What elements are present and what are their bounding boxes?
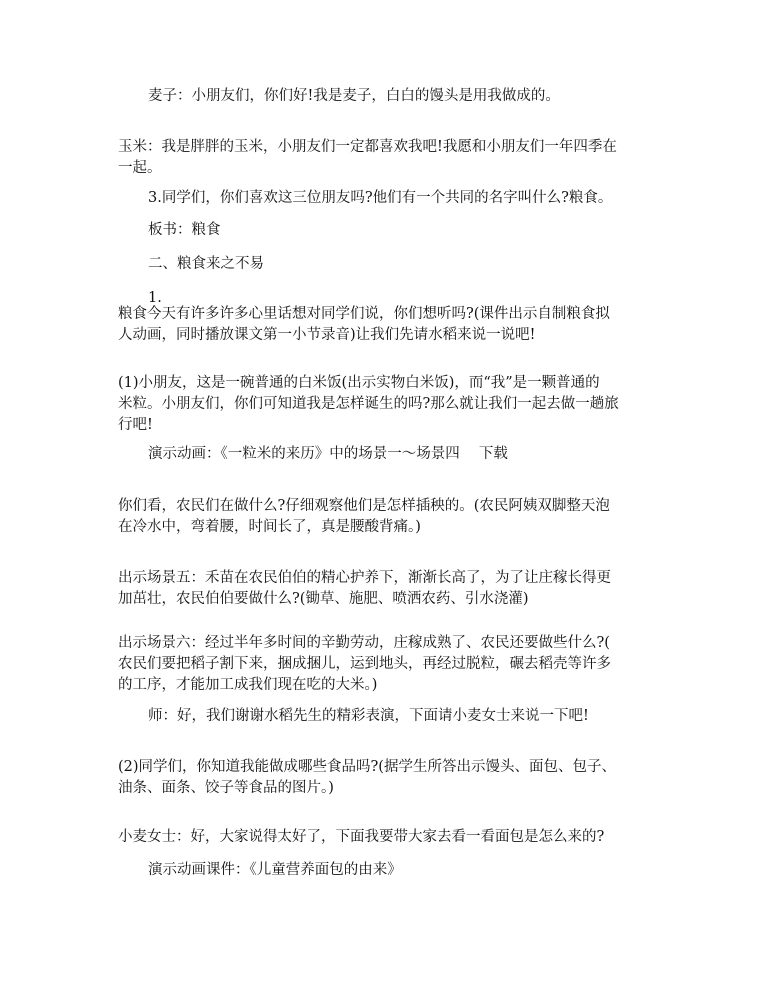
text-line: (1)小朋友，这是一碗普通的白米饭(出示实物白米饭)，而“我”是一颗普通的 [118,375,600,391]
text-line: 小麦女士：好，大家说得太好了，下面我要带大家去看一看面包是怎么来的? [118,829,605,845]
text-line: 加茁壮，农民伯伯要做什么?(锄草、施肥、喷洒农药、引水浇灌) [118,591,529,607]
text-line: 行吧! [118,417,153,433]
paragraph-animation-demo [148,444,658,465]
text-line: 人动画，同时播放课文第一小节录音)让我们先请水稻来说一说吧! [118,327,536,343]
text-line: 出示场景六：经过半年多时间的辛勤劳动，庄稼成熟了、农民还要做些什么?( [118,635,610,651]
text-line: 你们看，农民们在做什么?仔细观察他们是怎样插秧的。(农民阿姨双脚整天泡 [118,498,610,514]
text-line: 3.同学们，你们喜欢这三位朋友吗?他们有一个共同的名字叫什么?粮食。 [148,190,613,206]
text-line: 的工序，才能加工成我们现在吃的大米。) [118,677,378,693]
paragraph-scene-five [118,568,658,610]
text-line: 米粒。小朋友们，你们可知道我是怎样诞生的吗?那么就让我们一起去做一趟旅 [118,396,619,412]
paragraph-wheat-lady [118,827,658,848]
paragraph-rice-intro [118,373,658,436]
text-line: 二、粮食来之不易 [148,256,264,272]
paragraph-wheat-intro [148,86,658,107]
text-line: 麦子：小朋友们，你们好!我是麦子，白白的馒头是用我做成的。 [148,88,560,104]
paragraph-bread-animation [148,860,658,881]
text-line: 在冷水中，弯着腰，时间长了，真是腰酸背痛。) [118,519,421,535]
text-line: 油条、面条、饺子等食品的图片。) [118,780,334,796]
paragraph-question-3 [148,188,658,209]
text-line: (2)同学们，你知道我能做成哪些食品吗?(据学生所答出示馒头、面包、包子、 [118,759,616,775]
text-line: 演示动画课件：《儿童营养面包的由来》 [148,862,402,878]
paragraph-foods [118,757,658,799]
paragraph-board-note [148,220,658,241]
paragraph-teacher [148,706,658,727]
paragraph-grain-talk [118,304,658,346]
text-line: 1. [148,290,162,306]
text-line: 粮食今天有许多许多心里话想对同学们说，你们想听吗?(课件出示自制粮食拟 [118,306,610,322]
text-line: 出示场景五：禾苗在农民伯伯的精心护养下，渐渐长高了，为了让庄稼长得更 [118,570,611,586]
paragraph-scene-six [118,633,658,696]
text-line: 玉米：我是胖胖的玉米，小朋友们一定都喜欢我吧!我愿和小朋友们一年四季在 [118,139,617,155]
text-line: 一起。 [118,160,162,176]
text-line: 农民们要把稻子割下来，捆成捆儿，运到地头，再经过脱粒，碾去稻壳等许多 [118,656,611,672]
paragraph-planting [118,496,658,538]
section-heading [148,254,658,275]
text-line: 演示动画：《一粒米的来历》中的场景一～场景四 下载 [148,446,508,462]
text-line: 师：好，我们谢谢水稻先生的精彩表演，下面请小麦女士来说一下吧! [148,708,589,724]
text-line: 板书：粮食 [148,222,221,238]
paragraph-corn-intro [118,137,658,179]
